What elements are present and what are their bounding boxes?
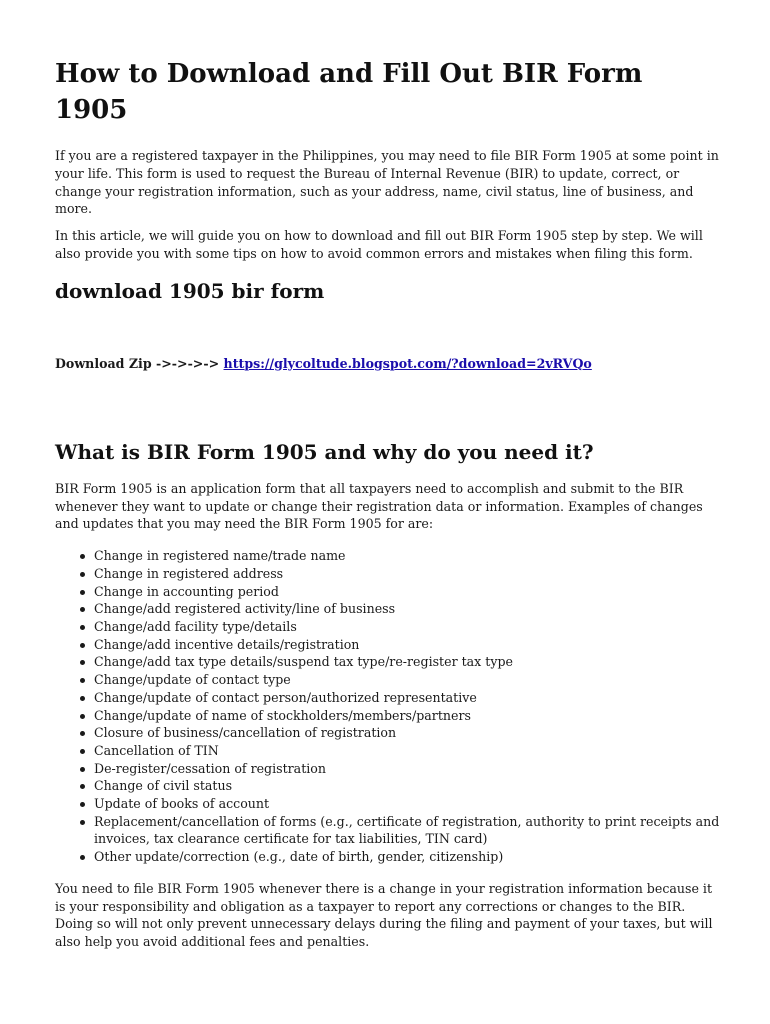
download-line <box>55 355 720 372</box>
list-item: Change/update of contact person/authorized representative <box>94 689 720 707</box>
list-item: Change of civil status <box>94 777 720 795</box>
section-heading: What is BIR Form 1905 and why do you need it? <box>55 439 594 464</box>
section-intro-paragraph: BIR Form 1905 is an application form that all taxpayers need to accomplish and submit to the BIR whenever they want to update or change their registration data or information. Examples of changes and updates that you may need the BIR Form 1905 for are: <box>55 480 703 532</box>
closing-paragraph: You need to file BIR Form 1905 whenever there is a change in your registration information because it is your responsibility and obligation as a taxpayer to report any corrections or changes to the BIR. Doing so will not only prevent unnecessary delays during the filing and payment of your taxes, but will also help you avoid additional fees and penalties. <box>55 880 713 950</box>
list-item: De-register/cessation of registration <box>94 760 720 778</box>
page-title: How to Download and Fill Out BIR Form 1905 <box>55 59 643 125</box>
intro-paragraph-1: If you are a registered taxpayer in the Philippines, you may need to file BIR Form 1905 at some point in your life. This form is used to request the Bureau of Internal Revenue (BIR) to update, correct, or change your registration information, such as your address, name, civil status, line of business, and more. <box>55 148 719 217</box>
intro-paragraph-2: In this article, we will guide you on how to download and fill out BIR Form 1905 step by step. We will also provide you with some tips on how to avoid common errors and mistakes when filing this form. <box>55 228 703 261</box>
list-item: Cancellation of TIN <box>94 742 720 760</box>
list-item: Change/add incentive details/registration <box>94 636 720 654</box>
list-item: Change/update of contact type <box>94 671 720 689</box>
list-item: Change in registered name/trade name <box>94 547 720 565</box>
list-item: Closure of business/cancellation of registration <box>94 724 720 742</box>
changes-list <box>55 547 720 866</box>
download-heading: download 1905 bir form <box>55 278 325 303</box>
list-item: Change/add tax type details/suspend tax type/re-register tax type <box>94 653 720 671</box>
list-item: Change/update of name of stockholders/members/partners <box>94 707 720 725</box>
list-item: Change in registered address <box>94 565 720 583</box>
list-item: Other update/correction (e.g., date of birth, gender, citizenship) <box>94 848 720 866</box>
download-link[interactable]: https://glycoltude.blogspot.com/?download=2vRVQo <box>223 355 592 371</box>
list-item: Change/add facility type/details <box>94 618 720 636</box>
download-label: Download Zip ->->->-> <box>55 355 220 371</box>
list-item: Replacement/cancellation of forms (e.g., certificate of registration, authority to print receipts and invoices, tax clearance certificate for tax liabilities, TIN card) <box>94 813 720 847</box>
list-item: Update of books of account <box>94 795 720 813</box>
list-item: Change/add registered activity/line of business <box>94 600 720 618</box>
list-item: Change in accounting period <box>94 583 720 601</box>
document-page <box>55 56 720 951</box>
